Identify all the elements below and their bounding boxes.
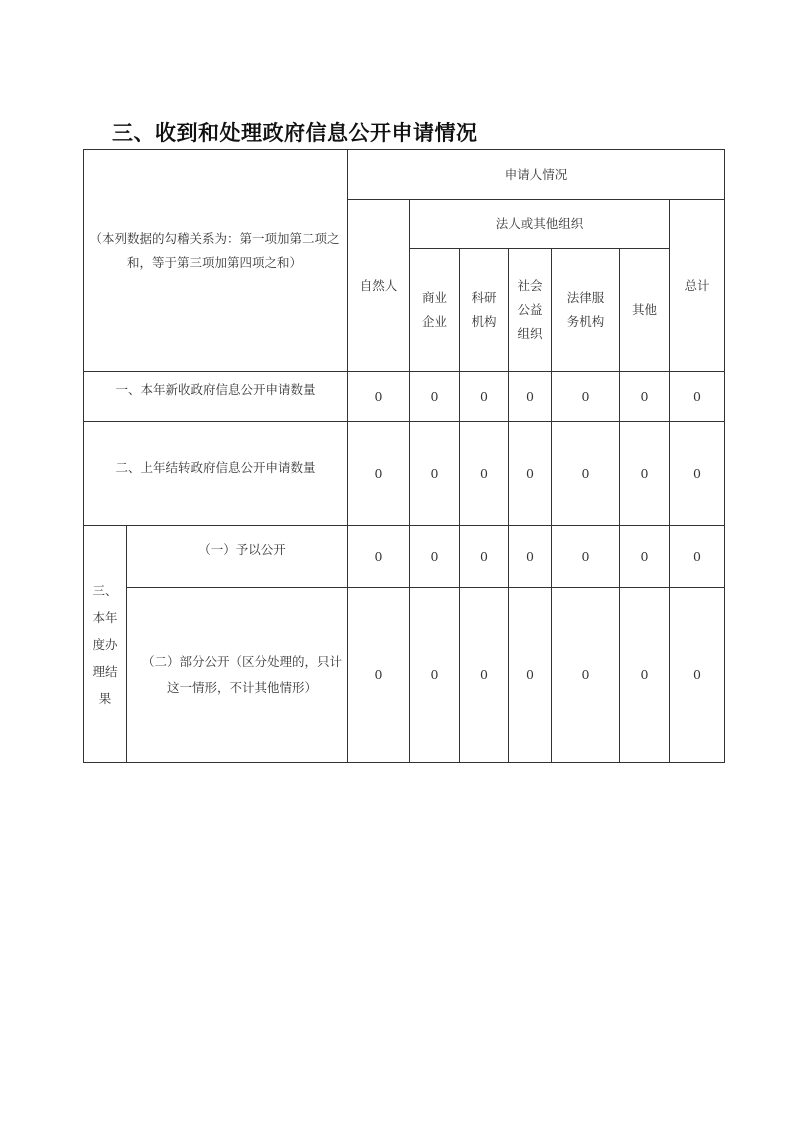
row3b-natural-person: 0 <box>348 588 410 763</box>
application-table <box>83 149 725 763</box>
header-note-cell <box>84 150 348 372</box>
row1-total: 0 <box>670 372 725 422</box>
legal-service-header <box>552 249 620 372</box>
row3b-total: 0 <box>670 588 725 763</box>
row3a-social-welfare: 0 <box>509 526 552 588</box>
row2-label: 二、上年结转政府信息公开申请数量 <box>84 422 348 526</box>
group3-label: 三、本年度办理结果 <box>92 582 118 706</box>
row3b-commercial: 0 <box>410 588 460 763</box>
total-header: 总计 <box>670 200 725 372</box>
row2-other: 0 <box>620 422 670 526</box>
row1-other: 0 <box>620 372 670 422</box>
row3a-other: 0 <box>620 526 670 588</box>
row2-natural-person: 0 <box>348 422 410 526</box>
row3a-legal-service: 0 <box>552 526 620 588</box>
natural-person-header: 自然人 <box>348 200 410 372</box>
row1-social-welfare: 0 <box>509 372 552 422</box>
row1-natural-person: 0 <box>348 372 410 422</box>
row1-legal-service: 0 <box>552 372 620 422</box>
row2-social-welfare: 0 <box>509 422 552 526</box>
section-title: 三、收到和处理政府信息公开申请情况 <box>112 121 478 145</box>
legal-or-other-header: 法人或其他组织 <box>410 200 670 249</box>
social-welfare-header <box>509 249 552 372</box>
row2-total: 0 <box>670 422 725 526</box>
header-note: （本列数据的勾稽关系为：第一项加第二项之和，等于第三项加第四项之和） <box>89 230 340 270</box>
row1-research: 0 <box>460 372 509 422</box>
row2-commercial: 0 <box>410 422 460 526</box>
commercial-label: 商业企业 <box>421 290 447 329</box>
row1-commercial: 0 <box>410 372 460 422</box>
row3a-label: （一）予以公开 <box>127 526 348 588</box>
commercial-header <box>410 249 460 372</box>
row3a-commercial: 0 <box>410 526 460 588</box>
row3b-label: （二）部分公开（区分处理的，只计这一情形，不计其他情形） <box>127 588 348 763</box>
legal-service-label: 法律服务机构 <box>566 290 605 329</box>
row3b-legal-service: 0 <box>552 588 620 763</box>
row3a-total: 0 <box>670 526 725 588</box>
applicant-situation-header: 申请人情况 <box>348 150 725 200</box>
other-header: 其他 <box>620 249 670 372</box>
row1-label: 一、本年新收政府信息公开申请数量 <box>84 372 348 422</box>
group3-label-cell <box>84 526 127 763</box>
row3b-other: 0 <box>620 588 670 763</box>
row2-research: 0 <box>460 422 509 526</box>
row2-legal-service: 0 <box>552 422 620 526</box>
row3b-research: 0 <box>460 588 509 763</box>
social-welfare-label: 社会公益组织 <box>517 278 543 341</box>
row3a-research: 0 <box>460 526 509 588</box>
row3b-social-welfare: 0 <box>509 588 552 763</box>
research-header <box>460 249 509 372</box>
row3a-natural-person: 0 <box>348 526 410 588</box>
research-label: 科研机构 <box>471 290 497 329</box>
